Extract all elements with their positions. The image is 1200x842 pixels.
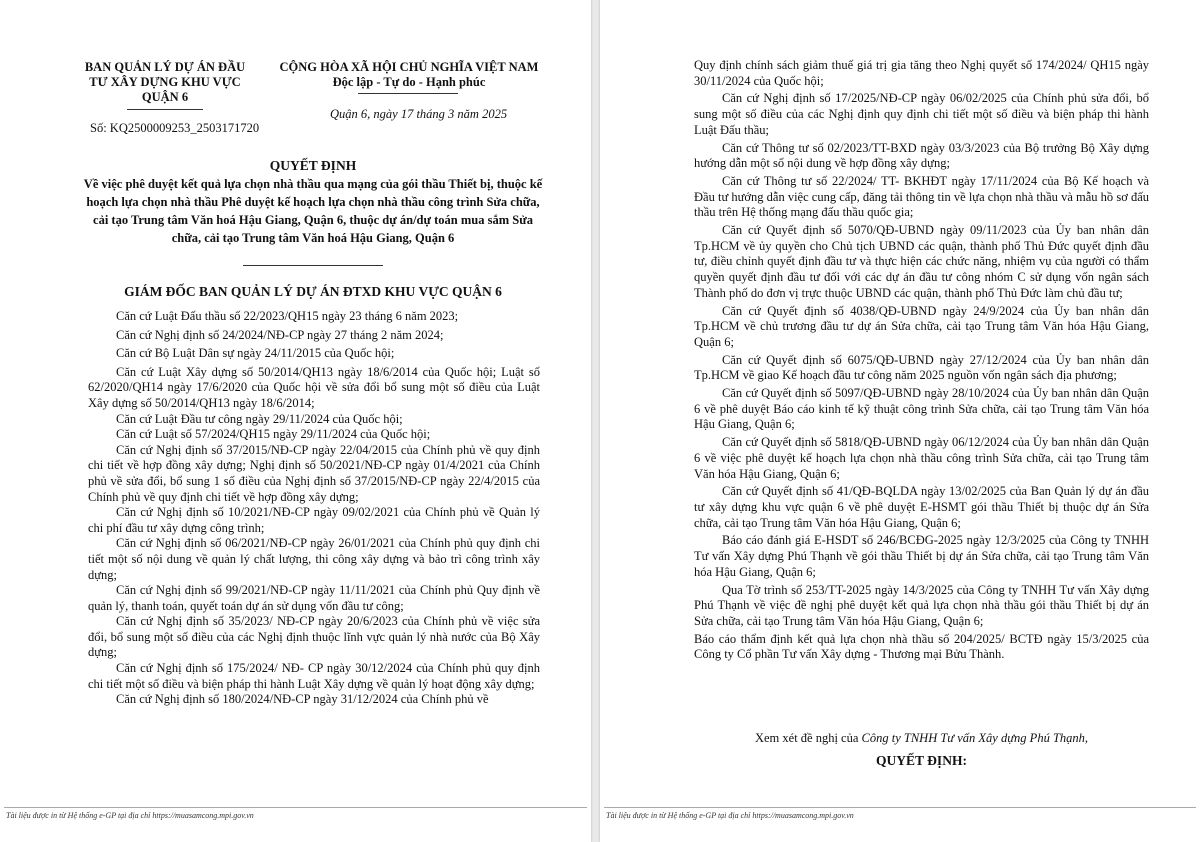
- legal-basis-right: [694, 58, 1149, 665]
- paragraph: Căn cứ Nghị định số 180/2024/NĐ-CP ngày 31/12/2024 của Chính phủ về: [116, 692, 489, 707]
- paragraph: Báo cáo đánh giá E-HSDT số 246/BCĐG-2025 ngày 12/3/2025 của Công ty TNHH Tư vấn Xây dựng Phú Thạnh về gói thầu Thiết bị dự án Sửa chữa, cải tạo Trung tâm Văn hóa Hậu Giang, Quận 6;: [694, 533, 1149, 579]
- issue-date: Quận 6, ngày 17 tháng 3 năm 2025: [330, 107, 508, 121]
- document-number: Số: KQ2500009253_2503171720: [90, 121, 260, 135]
- print-footer: Tài liệu được in từ Hệ thống e-GP tại địa chỉ https://muasamcong.mpi.gov.vn: [606, 811, 854, 820]
- paragraph: Căn cứ Quyết định số 4038/QĐ-UBND ngày 24/9/2024 của Ủy ban nhân dân Tp.HCM về chủ trương đầu tư dự án Sửa chữa, cải tạo Trung tâm Văn hóa Hậu Giang, Quận 6;: [694, 303, 1149, 349]
- national-motto: [264, 60, 554, 90]
- paragraph: Căn cứ Quyết định số 5097/QĐ-UBND ngày 28/10/2024 của Ủy ban nhân dân Quận 6 về phê duyệt Báo cáo kinh tế kỹ thuật công trình Sửa chữa, cải tạo Trung tâm Văn hóa Hậu Giang, Quận 6;: [694, 386, 1149, 432]
- paragraph: Căn cứ Quyết định số 6075/QĐ-UBND ngày 27/12/2024 của Ủy ban nhân dân Tp.HCM về giao Kế hoạch đầu tư công năm 2025 nguồn vốn ngân sách địa phương;: [694, 352, 1149, 383]
- consultant-company: Công ty TNHH Tư vấn Xây dựng Phú Thạnh,: [861, 731, 1089, 745]
- paragraph: Căn cứ Nghị định số 37/2015/NĐ-CP ngày 22/04/2015 của Chính phủ về quy định chi tiết về hợp đồng xây dựng; Nghị định số 50/2021/NĐ-CP ngày 01/4/2021 của Chính phủ về sửa đổi, bổ sung 1 số điều của Nghị định số 37/2015/NĐ-CP ngày 22/4/2015 của Chính phủ về quy định chi tiết về hợp đồng xây dựng;: [88, 442, 540, 504]
- paragraph: Qua Tờ trình số 253/TT-2025 ngày 14/3/2025 của Công ty TNHH Tư vấn Xây dựng Phú Thạnh về việc đề nghị phê duyệt kết quả lựa chọn nhà thầu gói thầu Thiết bị dự án Sửa chữa, cải tạo Trung tâm Văn hóa Hậu Giang, Quận 6;: [694, 582, 1149, 628]
- paragraph: Căn cứ Nghị định số 99/2021/NĐ-CP ngày 11/11/2021 của Chính phủ Quy định về quản lý, thanh toán, quyết toán dự án sử dụng vốn đầu tư công;: [88, 583, 540, 613]
- paragraph: Căn cứ Thông tư số 22/2024/ TT- BKHĐT ngày 17/11/2024 của Bộ Kế hoạch và Đầu tư hướng dẫn việc cung cấp, đăng tải thông tin về lựa chọn nhà thầu và mẫu hồ sơ đấu thầu trên Hệ thống mạng đấu thầu quốc gia;: [694, 173, 1149, 220]
- agency-line-2: TƯ XÂY DỰNG KHU VỰC: [89, 75, 241, 89]
- paragraph: Căn cứ Nghị định số 10/2021/NĐ-CP ngày 09/02/2021 của Chính phủ về Quản lý chi phí đầu tư xây dựng công trình;: [88, 505, 540, 535]
- motto-underline: [358, 93, 458, 94]
- paragraph: Căn cứ Nghị định số 24/2024/NĐ-CP ngày 27 tháng 2 năm 2024;: [116, 327, 444, 342]
- paragraph: Căn cứ Luật Đấu thầu số 22/2023/QH15 ngày 23 tháng 6 năm 2023;: [116, 309, 459, 323]
- paragraph: Căn cứ Nghị định số 17/2025/NĐ-CP ngày 06/02/2025 của Chính phủ sửa đổi, bổ sung một số điều của các Nghị định quy định chi tiết một số điều và biện pháp thi hành Luật Đấu thầu;: [694, 91, 1149, 137]
- paragraph: Báo cáo thẩm định kết quả lựa chọn nhà thầu số 204/2025/ BCTĐ ngày 15/3/2025 của Công ty Cổ phần Tư vấn Xây dựng - Thương mại Bửu Thành.: [694, 631, 1149, 662]
- paragraph: Căn cứ Luật Xây dựng số 50/2014/QH13 ngày 18/6/2014 của Quốc hội; Luật số 62/2020/QH14 ngày 17/6/2020 của Quốc hội về sửa đổi bổ sung một số điều của Luật Xây dựng số 50/2014/QH13 ngày 18/6/2014;: [88, 364, 540, 410]
- decision-heading: QUYẾT ĐỊNH: [269, 158, 357, 173]
- issuing-agency: [80, 60, 250, 105]
- paragraph: Căn cứ Nghị định số 175/2024/ NĐ- CP ngày 30/12/2024 của Chính phủ quy định chi tiết một số điều và biện pháp thi hành Luật Xây dựng về quản lý hoạt động xây dựng;: [88, 661, 540, 691]
- paragraph: Căn cứ Nghị định số 06/2021/NĐ-CP ngày 26/01/2021 của Chính phủ quy định chi tiết một số nội dung về quản lý chất lượng, thi công xây dựng và bảo trì công trình xây dựng;: [88, 536, 540, 582]
- paragraph: Căn cứ Nghị định số 35/2023/ NĐ-CP ngày 20/6/2023 của Chính phủ về việc sửa đổi, bổ sung một số điều của các Nghị định thuộc lĩnh vực quản lý nhà nước của Bộ Xây dựng;: [88, 614, 540, 660]
- paragraph: Quy định chính sách giảm thuế giá trị gia tăng theo Nghị quyết số 174/2024/ QH15 ngày 30/11/2024 của Quốc hội;: [694, 58, 1149, 88]
- paragraph: Căn cứ Quyết định số 5818/QĐ-UBND ngày 06/12/2024 của Ủy ban nhân dân Quận 6 về việc phê duyệt kế hoạch lựa chọn nhà thầu công trình Sửa chữa, cải tạo Trung tâm Văn hóa Hậu Giang, Quận 6;: [694, 435, 1149, 481]
- paragraph: Căn cứ Quyết định số 41/QĐ-BQLDA ngày 13/02/2025 của Ban Quản lý dự án đầu tư xây dựng khu vực quận 6 về phê duyệt E-HSMT gói thầu Thiết bị thuộc dự án Sửa chữa, cải tạo Trung tâm Văn hóa Hậu Giang, Quận 6;: [694, 484, 1149, 530]
- director-title: GIÁM ĐỐC BAN QUẢN LÝ DỰ ÁN ĐTXD KHU VỰC QUẬN 6: [124, 284, 502, 299]
- consideration-line: [694, 731, 1149, 746]
- agency-line-3: QUẬN 6: [141, 90, 189, 104]
- motto: Độc lập - Tự do - Hạnh phúc: [332, 75, 486, 89]
- paragraph: Căn cứ Quyết định số 5070/QĐ-UBND ngày 09/11/2023 của Ủy ban nhân dân Tp.HCM về ủy quyền cho Chủ tịch UBND các quận, thành phố Thủ Đức quyết định đầu tư, điều chỉnh quyết định đầu tư và thực hiện các chức năng, nhiệm vụ của người có thẩm quyền quyết định đầu tư đối với các dự án đầu tư công nhóm C sử dụng vốn ngân sách Thành phố do đơn vị trực thuộc UBND các quận, thành phố Thủ Đức làm chủ đầu tư;: [694, 223, 1149, 300]
- legal-basis-left: [88, 309, 540, 708]
- decide-heading: QUYẾT ĐỊNH:: [876, 753, 967, 768]
- title-underline: [243, 265, 383, 266]
- paragraph: Căn cứ Thông tư số 02/2023/TT-BXD ngày 03/3/2023 của Bộ trưởng Bộ Xây dựng hướng dẫn một số nội dung về hợp đồng xây dựng;: [694, 140, 1149, 171]
- footer-divider: [4, 807, 587, 808]
- paragraph: Căn cứ Bộ Luật Dân sự ngày 24/11/2015 của Quốc hội;: [116, 346, 395, 361]
- consider-prefix: Xem xét đề nghị của: [754, 731, 862, 745]
- decision-subject: Về việc phê duyệt kết quả lựa chọn nhà thầu qua mạng của gói thầu Thiết bị, thuộc kế hoạch lựa chọn nhà thầu Phê duyệt kế hoạch lựa chọn nhà thầu công trình Sửa chữa, cải tạo Trung tâm Văn hoá Hậu Giang, Quận 6, thuộc dự án/dự toán mua sắm Sửa chữa, cải tạo Trung tâm Văn hoá Hậu Giang, Quận 6: [83, 177, 543, 245]
- decision-title: [82, 157, 544, 247]
- print-footer: Tài liệu được in từ Hệ thống e-GP tại địa chỉ https://muasamcong.mpi.gov.vn: [6, 811, 254, 820]
- paragraph: Căn cứ Luật số 57/2024/QH15 ngày 29/11/2024 của Quốc hội;: [116, 427, 431, 442]
- nation-name: CỘNG HÒA XÃ HỘI CHỦ NGHĨA VIỆT NAM: [279, 60, 539, 74]
- agency-underline: [127, 109, 203, 110]
- paragraph: Căn cứ Luật Đầu tư công ngày 29/11/2024 của Quốc hội;: [116, 411, 403, 426]
- agency-line-1: BAN QUẢN LÝ DỰ ÁN ĐẦU: [84, 60, 246, 74]
- footer-divider: [604, 807, 1196, 808]
- document-page-1: [0, 0, 591, 842]
